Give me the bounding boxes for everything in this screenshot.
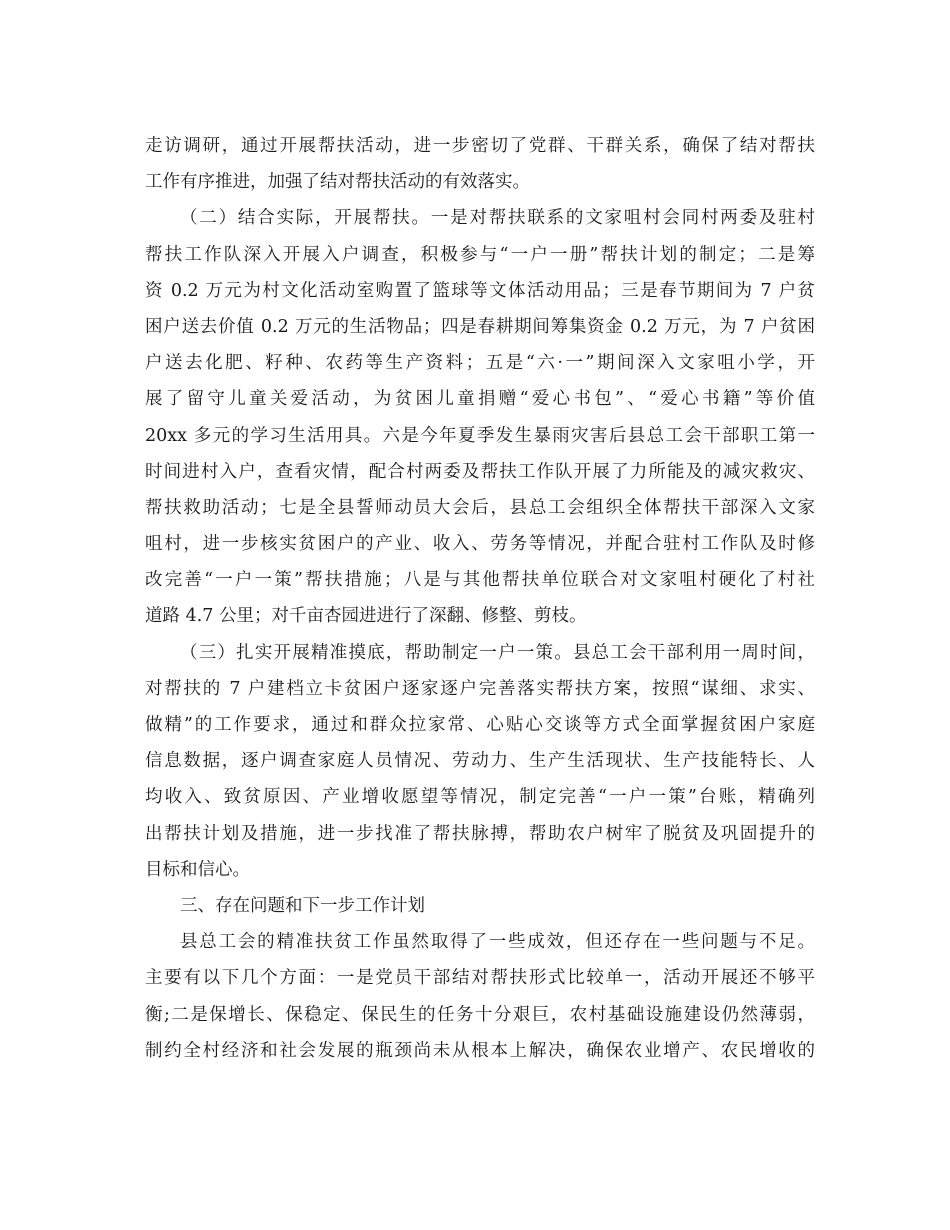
text-line: 帮扶救助活动；七是全县誓师动员大会后，县总工会组织全体帮扶干部深入文家: [145, 497, 815, 518]
text-line: 信息数据，逐户调查家庭人员情况、劳动力、生产生活现状、生产技能特长、人: [145, 751, 815, 772]
paragraph-1: [145, 128, 815, 200]
text-line: 均收入、致贫原因、产业增收愿望等情况，制定完善“一户一策”台账，精确列: [145, 787, 815, 808]
section-heading: [145, 888, 815, 924]
text-line: 走访调研，通过开展帮扶活动，进一步密切了党群、干群关系，确保了结对帮扶: [145, 136, 815, 156]
text-line: （三）扎实开展精准摸底，帮助制定一户一策。县总工会干部利用一周时间，: [180, 642, 815, 663]
text-line: 对帮扶的 7 户建档立卡贫困户逐家逐户完善落实帮扶方案，按照“谋细、求实、: [145, 678, 815, 699]
text-line: 做精”的工作要求，通过和群众拉家常、心贴心交谈等方式全面掌握贫困户家庭: [145, 715, 815, 735]
text-line: 户送去化肥、籽种、农药等生产资料；五是“六·一”期间深入文家咀小学，开: [145, 353, 815, 374]
text-line: 咀村，进一步核实贫困户的产业、收入、劳务等情况，并配合驻村工作队及时修: [145, 534, 815, 555]
text-line: 制约全村经济和社会发展的瓶颈尚未从根本上解决，确保农业增产、农民增收的: [145, 1040, 815, 1061]
text-line: 20xx 多元的学习生活用具。六是今年夏季发生暴雨灾害后县总工会干部职工第一: [145, 425, 815, 446]
text-line: 资 0.2 万元为村文化活动室购置了篮球等文体活动用品；三是春节期间为 7 户贫: [145, 280, 815, 301]
text-line: 主要有以下几个方面：一是党员干部结对帮扶形式比较单一，活动开展还不够平: [145, 968, 815, 989]
text-line: 改完善“一户一策”帮扶措施；八是与其他帮扶单位联合对文家咀村硬化了村社: [145, 570, 815, 591]
text-line: 时间进村入户，查看灾情，配合村两委及帮扶工作队开展了力所能及的减灾救灾、: [145, 461, 815, 482]
paragraph-2: [145, 200, 815, 634]
text-line: 帮扶工作队深入开展入户调查，积极参与“一户一册”帮扶计划的制定；二是筹: [145, 244, 815, 265]
text-line: 展了留守儿童关爱活动，为贫困儿童捐赠“爱心书包”、“爱心书籍”等价值: [145, 389, 815, 410]
text-line: 工作有序推进，加强了结对帮扶活动的有效落实。: [145, 172, 530, 193]
text-line: 出帮扶计划及措施，进一步找准了帮扶脉搏，帮助农户树牢了脱贫及巩固提升的: [145, 823, 815, 844]
paragraph-3: [145, 635, 815, 888]
text-line: 县总工会的精准扶贫工作虽然取得了一些成效，但还存在一些问题与不足。: [180, 932, 815, 953]
paragraph-5: [145, 924, 815, 1069]
section-heading-text: 三、存在问题和下一步工作计划: [180, 895, 425, 916]
text-line: （二）结合实际，开展帮扶。一是对帮扶联系的文家咀村会同村两委及驻村: [180, 208, 815, 229]
text-line: 道路 4.7 公里；对千亩杏园进进行了深翻、修整、剪枝。: [145, 606, 587, 627]
document-body: [145, 128, 815, 1069]
text-line: 目标和信心。: [145, 859, 250, 880]
text-line: 衡;二是保增长、保稳定、保民生的任务十分艰巨，农村基础设施建设仍然薄弱，: [145, 1004, 815, 1025]
text-line: 困户送去价值 0.2 万元的生活物品；四是春耕期间筹集资金 0.2 万元，为 7 户贫困: [145, 316, 815, 337]
